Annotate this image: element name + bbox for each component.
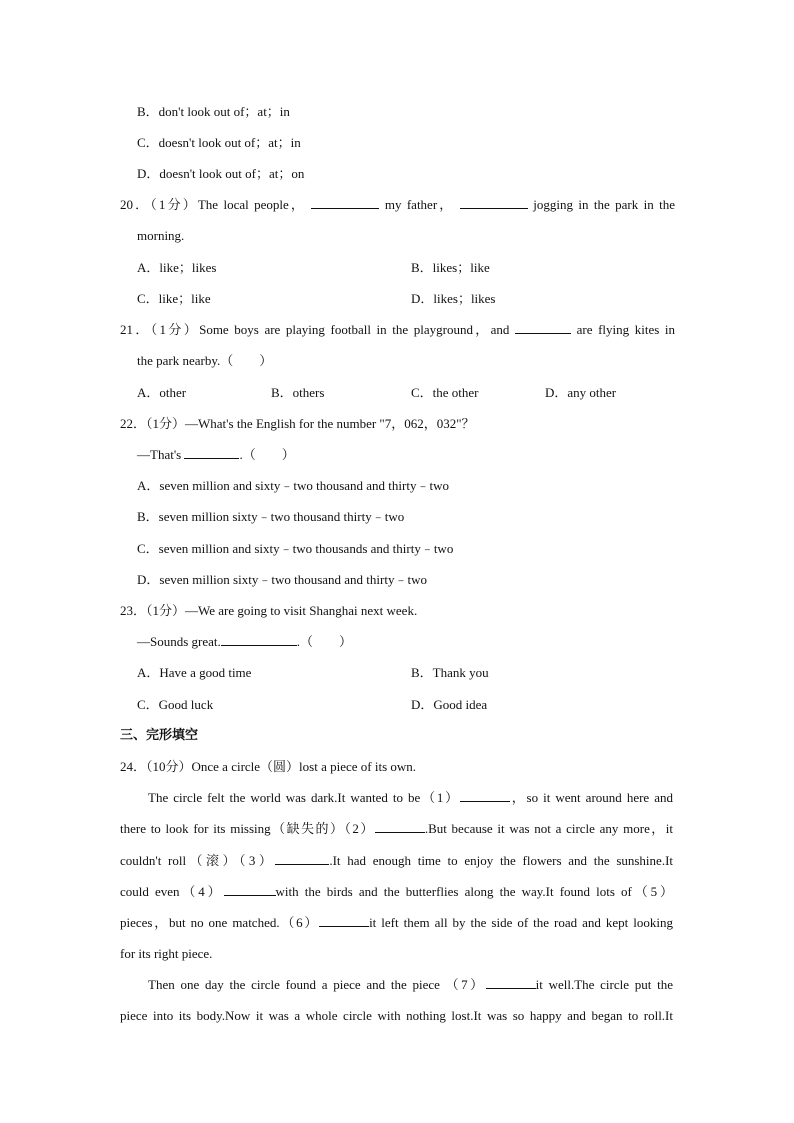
q21-text-b: are flying kites in bbox=[576, 322, 676, 337]
q24-p2-line2: piece into its body.Now it was a whole circle with nothing lost.It was so happy and began to roll.It bbox=[120, 1008, 673, 1023]
q21-number: 21．（1分） bbox=[120, 322, 200, 337]
q22-option-d: D．seven million sixty﹣two thousand and thirty﹣two bbox=[137, 572, 427, 587]
q23-option-a: A．Have a good time bbox=[137, 665, 252, 680]
cloze-blank-2[interactable] bbox=[375, 819, 425, 833]
q24-p1-line4 bbox=[120, 882, 673, 902]
q23-blank[interactable] bbox=[221, 632, 297, 646]
q24-p1-l5-a: pieces，but no one matched.（6） bbox=[120, 915, 320, 930]
q24-p1-line6: for its right piece. bbox=[120, 946, 213, 961]
q22-option-b: B．seven million sixty﹣two thousand thirty﹣two bbox=[137, 509, 405, 524]
q23-option-b: B．Thank you bbox=[411, 665, 489, 680]
q21-option-c: C．the other bbox=[411, 385, 479, 400]
cloze-blank-7[interactable] bbox=[486, 975, 536, 989]
q24-p1-line2 bbox=[120, 819, 673, 839]
q20-stem-cont: morning. bbox=[137, 228, 185, 243]
q21-text-a: Some boys are playing football in the playground，and bbox=[199, 322, 510, 337]
q22-answer-line bbox=[137, 445, 295, 465]
q24-p1-line1 bbox=[148, 788, 673, 808]
q22-number: 22．（1分） bbox=[120, 416, 186, 431]
q23-answer-line bbox=[137, 632, 352, 652]
q21-stem-cont: the park nearby.（ ） bbox=[137, 353, 273, 368]
q24-header: 24．（10分）Once a circle（圆）lost a piece of its own. bbox=[120, 759, 417, 774]
q22-line2-b: .（ ） bbox=[239, 447, 295, 462]
q23-option-c: C．Good luck bbox=[137, 697, 214, 712]
q22-stem bbox=[120, 414, 475, 434]
q20-number: 20．（1分） bbox=[120, 197, 198, 212]
q19-option-d: D．doesn't look out of；at；on bbox=[137, 166, 305, 181]
section-heading-cloze: 三、完形填空 bbox=[120, 728, 199, 743]
q20-stem bbox=[120, 195, 675, 215]
q24-p1-l2-b: .But because it was not a circle any more，it bbox=[424, 821, 673, 836]
q24-p2-l1-a: Then one day the circle found a piece and the piece （7） bbox=[148, 977, 486, 992]
q20-option-b: B．likes；like bbox=[411, 260, 490, 275]
q21-option-a: A．other bbox=[137, 385, 187, 400]
q24-p1-l4-a: could even（4） bbox=[120, 884, 224, 899]
cloze-blank-3[interactable] bbox=[275, 851, 329, 865]
q19-option-b: B．don't look out of；at；in bbox=[137, 104, 290, 119]
q20-text-b: my father， bbox=[384, 197, 455, 212]
q21-option-b: B．others bbox=[271, 385, 325, 400]
cloze-blank-4[interactable] bbox=[224, 882, 276, 896]
q23-text: —We are going to visit Shanghai next week. bbox=[185, 603, 418, 618]
q24-p1-l1-b: ，so it went around here and bbox=[509, 790, 673, 805]
q24-p1-l2-a: there to look for its missing（缺失的）（2） bbox=[120, 821, 375, 836]
q24-p1-line3 bbox=[120, 851, 673, 871]
q20-option-a: A．like；likes bbox=[137, 260, 217, 275]
q23-stem bbox=[120, 601, 417, 621]
q20-blank-1[interactable] bbox=[311, 195, 379, 209]
q22-blank[interactable] bbox=[184, 445, 239, 459]
q20-blank-2[interactable] bbox=[460, 195, 528, 209]
q22-option-a: A．seven million and sixty﹣two thousand and thirty﹣two bbox=[137, 478, 449, 493]
q24-p1-l3-b: .It had enough time to enjoy the flowers and the sunshine.It bbox=[329, 853, 674, 868]
q24-p1-l1-a: The circle felt the world was dark.It wanted to be（1） bbox=[148, 790, 460, 805]
q23-line2-a: —Sounds great. bbox=[137, 634, 221, 649]
q23-line2-b: .（ ） bbox=[296, 634, 353, 649]
q21-blank[interactable] bbox=[515, 320, 571, 334]
q22-option-c: C．seven million and sixty﹣two thousands and thirty﹣two bbox=[137, 541, 454, 556]
q21-stem bbox=[120, 320, 675, 340]
q21-option-d: D．any other bbox=[545, 385, 617, 400]
q23-number: 23．（1分） bbox=[120, 603, 186, 618]
q24-p2-line1 bbox=[148, 975, 673, 995]
q20-option-c: C．like；like bbox=[137, 291, 211, 306]
q24-p1-l5-b: it left them all by the side of the road and kept looking bbox=[369, 915, 673, 930]
q24-p2-l1-b: it well.The circle put the bbox=[535, 977, 673, 992]
cloze-blank-1[interactable] bbox=[460, 788, 510, 802]
q20-option-d: D．likes；likes bbox=[411, 291, 496, 306]
q20-text-c: jogging in the park in the bbox=[533, 197, 675, 212]
q24-p1-l4-b: with the birds and the butterflies along the way.It found lots of（5） bbox=[275, 884, 673, 899]
q22-text: —What's the English for the number "7，062，032"？ bbox=[185, 416, 475, 431]
q20-text-a: The local people， bbox=[197, 197, 307, 212]
q23-option-d: D．Good idea bbox=[411, 697, 488, 712]
cloze-blank-6[interactable] bbox=[319, 913, 369, 927]
q24-p1-line5 bbox=[120, 913, 673, 933]
q22-line2-a: —That's bbox=[137, 447, 182, 462]
q19-option-c: C．doesn't look out of；at；in bbox=[137, 135, 301, 150]
q24-p1-l3-a: couldn't roll（滚）（3） bbox=[120, 853, 276, 868]
